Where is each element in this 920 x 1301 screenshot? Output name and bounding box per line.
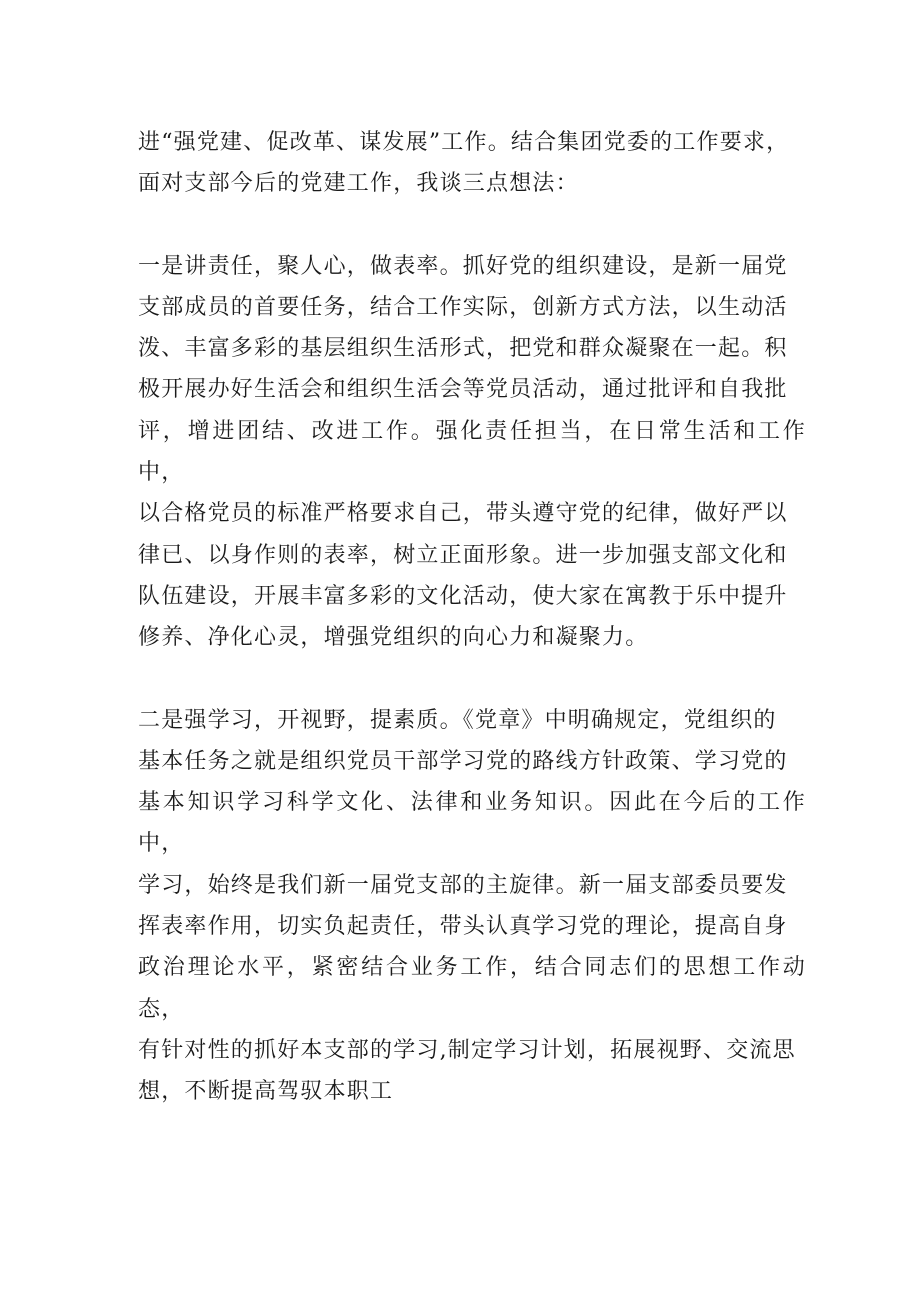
paragraph-responsibility: 一是讲责任，聚人心，做表率。抓好党的组织建设，是新一届党 支部成员的首要任务，结合工作实际，创新方式方法，以生动活 泼、丰富多彩的基层组织生活形式，把党和群众凝聚在一起。积 极开展办好生活会和组织生活会等党员活动，通过批评和自我批 评，增进团结、改进工作。强化责任担当，在日常生活和工作中， 以合格党员的标准严格要求自己，带头遵守党的纪律，做好严以 律已、以身作则的表率，树立正面形象。进一步加强支部文化和 队伍建设，开展丰富多彩的文化活动，使大家在寓教于乐中提升 修养、净化心灵，增强党组织的向心力和凝聚力。 bbox=[138, 253, 806, 651]
paragraph-learning: 二是强学习，开视野，提素质。《党章》中明确规定，党组织的 基本任务之就是组织党员干部学习党的路线方针政策、学习党的 基本知识学习科学文化、法律和业务知识。因此在今后的工作中， 学习，始终是我们新一届党支部的主旋律。新一届支部委员要发 挥表率作用，切实负起责任，带头认真学习党的理论，提高自身 政治理论水平，紧密结合业务工作，结合同志们的思想工作动态， 有针对性的抓好本支部的学习,制定学习计划，拓展视野、交流思 想，不断提高驾驭本职工 bbox=[138, 707, 806, 1105]
document-body bbox=[138, 122, 806, 1154]
paragraph-intro: 进“强党建、促改革、谋发展”工作。结合集团党委的工作要求， 面对支部今后的党建工作，我谈三点想法： bbox=[138, 130, 790, 197]
